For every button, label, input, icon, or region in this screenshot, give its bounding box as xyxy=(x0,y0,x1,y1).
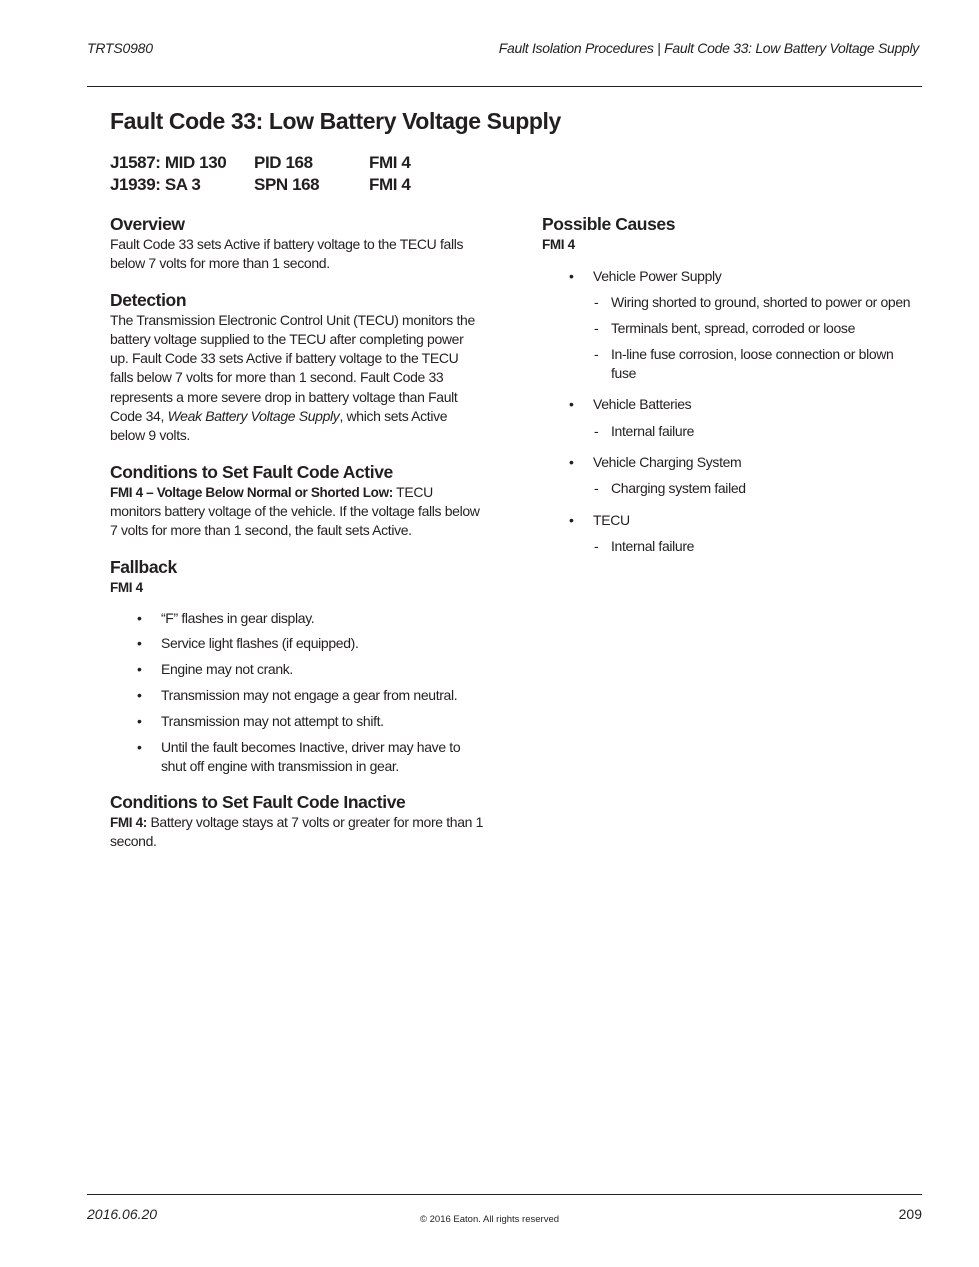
list-item: - Terminals bent, spread, corroded or loose xyxy=(593,319,912,338)
overview-text: Fault Code 33 sets Active if battery voltage to the TECU falls below 7 volts for more than 1 second. xyxy=(110,236,464,272)
left-column xyxy=(110,213,485,867)
list-item: - Charging system failed xyxy=(593,479,912,498)
set-inactive-lead: FMI 4: xyxy=(110,815,147,831)
cause-group-tecu xyxy=(542,511,912,557)
footer-copyright: © 2016 Eaton. All rights reserved xyxy=(419,1214,560,1225)
list-item: • Service light flashes (if equipped). xyxy=(110,634,485,653)
cause-sublist xyxy=(593,293,912,383)
list-item: • Engine may not crank. xyxy=(110,660,485,679)
cause-sublist xyxy=(593,479,912,498)
overview-heading: Overview xyxy=(110,214,185,234)
cause-group-power-supply xyxy=(542,267,912,383)
code-parameter: SPN 168 xyxy=(254,175,320,194)
footer-date: 2016.06.20 xyxy=(87,1206,158,1222)
page-number: 209 xyxy=(898,1206,922,1222)
cause-group-label: TECU xyxy=(593,511,630,528)
header-section-path: Fault Isolation Procedures | Fault Code 33: Low Battery Voltage Supply xyxy=(498,40,919,56)
detection-text-part: The Transmission Electronic Control Unit (TECU) monitors the battery voltage supplied to the TECU after completing power up. Fault Code 33 sets Active if battery voltage to the TECU falls below 7 volts for more than 1 second. Fault Code 33 represents a more severe drop in battery voltage than Fault Code 34, xyxy=(110,311,475,425)
list-item: - Internal failure xyxy=(593,422,912,441)
code-protocol: J1587: MID 130 xyxy=(110,153,227,172)
causes-fmi-label: FMI 4 xyxy=(542,237,575,252)
code-parameter: PID 168 xyxy=(254,153,313,172)
list-item: - Internal failure xyxy=(593,537,912,556)
set-inactive-heading: Conditions to Set Fault Code Inactive xyxy=(110,792,406,813)
list-item: • Transmission may not engage a gear from neutral. xyxy=(110,686,485,705)
cause-group-label: Vehicle Batteries xyxy=(593,396,692,413)
fallback-fmi-label: FMI 4 xyxy=(110,579,143,595)
set-inactive-section xyxy=(110,791,485,852)
set-active-body: TECU monitors battery voltage of the vehicle. If the voltage falls below 7 volts for more than 1 second, the fault sets Active. xyxy=(110,483,480,539)
fallback-heading: Fallback xyxy=(110,556,177,577)
causes-heading: Possible Causes xyxy=(542,214,676,234)
cause-group-label: Vehicle Charging System xyxy=(593,454,742,471)
detection-text xyxy=(110,311,485,446)
code-fmi: FMI 4 xyxy=(369,153,411,172)
list-item: • Transmission may not attempt to shift. xyxy=(110,712,485,731)
code-fmi: FMI 4 xyxy=(369,175,411,194)
causes-list xyxy=(542,267,912,556)
list-item: • “F” flashes in gear display. xyxy=(110,609,485,628)
right-column xyxy=(542,213,912,568)
set-active-lead: FMI 4 – Voltage Below Normal or Shorted Low: xyxy=(110,484,393,500)
cause-group-batteries xyxy=(542,395,912,441)
cause-sublist xyxy=(593,422,912,441)
page-title: Fault Code 33: Low Battery Voltage Supply xyxy=(110,108,561,134)
list-item: • Until the fault becomes Inactive, driver may have to shut off engine with transmission in gear. xyxy=(110,738,485,777)
detection-text-part: , which sets Active below 9 volts. xyxy=(110,408,448,444)
detection-heading: Detection xyxy=(110,289,187,310)
detection-section xyxy=(110,289,485,446)
overview-section xyxy=(110,213,485,274)
header-rule xyxy=(87,86,922,87)
fallback-section xyxy=(110,556,485,777)
cause-group-charging-system xyxy=(542,453,912,499)
set-active-heading: Conditions to Set Fault Code Active xyxy=(110,461,393,482)
set-inactive-body: Battery voltage stays at 7 volts or greater for more than 1 second. xyxy=(110,814,484,850)
header-doc-id: TRTS0980 xyxy=(87,40,153,56)
set-inactive-text xyxy=(110,813,485,852)
list-item: - Wiring shorted to ground, shorted to power or open xyxy=(593,293,912,312)
set-active-text xyxy=(110,483,485,541)
code-protocol: J1939: SA 3 xyxy=(110,175,201,194)
set-active-section xyxy=(110,461,485,541)
fallback-list xyxy=(110,609,485,777)
cause-sublist xyxy=(593,537,912,556)
cause-group-label: Vehicle Power Supply xyxy=(593,268,722,284)
list-item: - In-line fuse corrosion, loose connection or blown fuse xyxy=(593,345,912,384)
weak-battery-reference: Weak Battery Voltage Supply xyxy=(167,408,340,425)
footer-rule xyxy=(87,1194,922,1195)
